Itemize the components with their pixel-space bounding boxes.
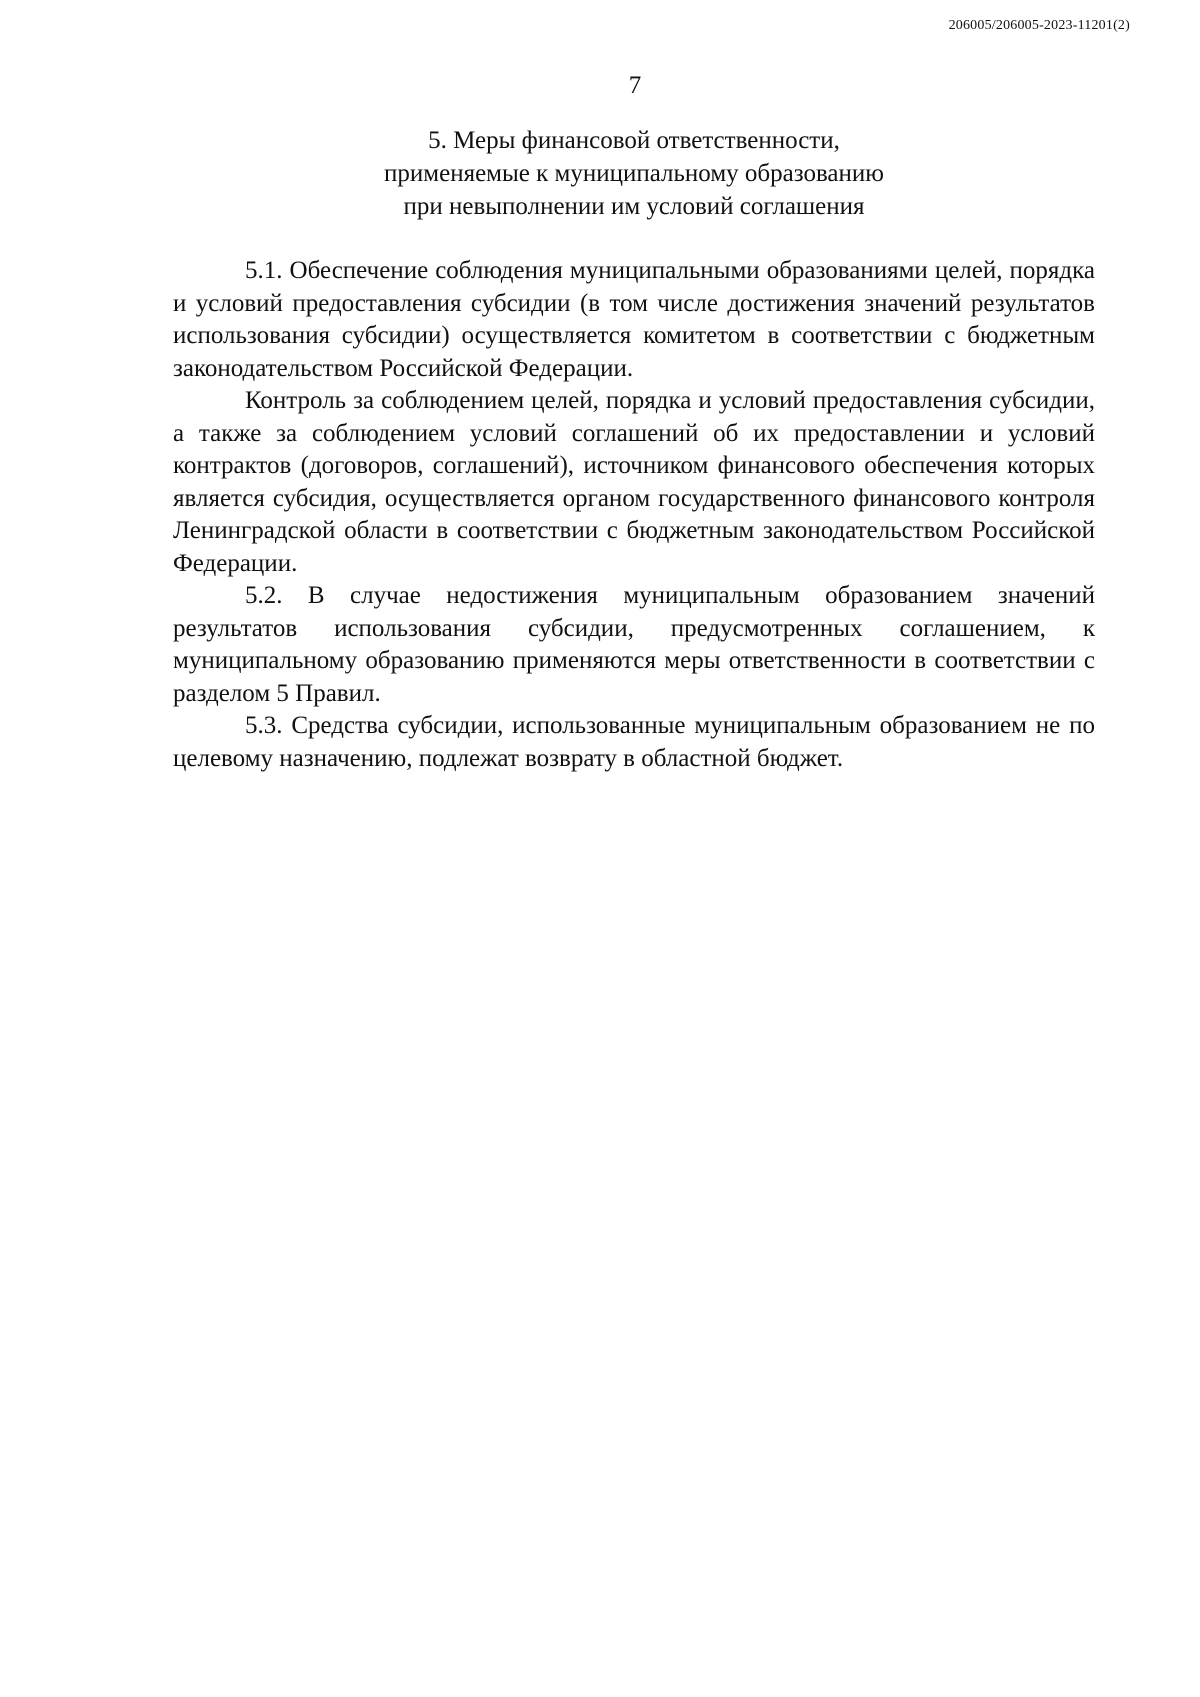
document-id: 206005/206005-2023-11201(2) [948, 18, 1130, 33]
section-title-line: применяемые к муниципальному образованию [384, 160, 884, 187]
section-title-line: при невыполнении им условий соглашения [403, 193, 865, 220]
paragraph-5-3: 5.3. Средства субсидии, использованные муниципальным образованием не по целевому назначению, подлежат возврату в областной бюджет. [173, 712, 1095, 772]
paragraph-control: Контроль за соблюдением целей, порядка и условий предоставления субсидии, а также за соблюдением условий соглашений об их предоставлении и условий контрактов (договоров, соглашений), источником финансового обеспечения которых является субсидия, осуществляется органом государственного финансового контроля Ленинградской области в соответствии с бюджетным законодательством Российской Федерации. [173, 387, 1095, 577]
section-body [173, 255, 1095, 775]
paragraph-5-1: 5.1. Обеспечение соблюдения муниципальными образованиями целей, порядка и условий предоставления субсидии (в том числе достижения значений результатов использования субсидии) осуществляется комитетом в соответствии с бюджетным законодательством Российской Федерации. [173, 257, 1095, 382]
section-title-line: 5. Меры финансовой ответственности, [428, 127, 840, 154]
page-number: 7 [628, 72, 642, 99]
paragraph-5-2: 5.2. В случае недостижения муниципальным образованием значений результатов использования субсидии, предусмотренных соглашением, к муниципальному образованию применяются меры ответственности в соответствии с разделом 5 Правил. [173, 582, 1095, 707]
section-title [173, 124, 1095, 223]
